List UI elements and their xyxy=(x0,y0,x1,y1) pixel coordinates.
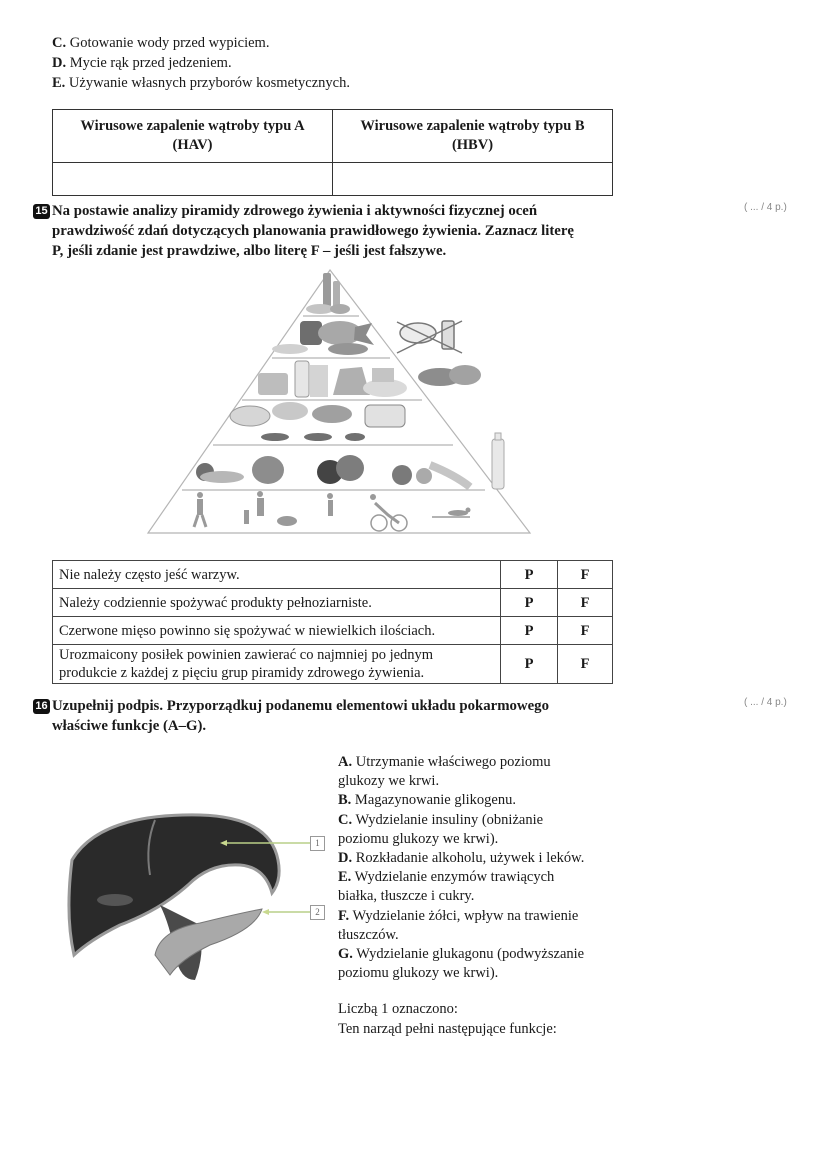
function-g: G. Wydzielanie glukagonu (podwyższanie poziomu glukozy we krwi). xyxy=(338,946,585,982)
liver-pancreas-image xyxy=(60,805,340,990)
statement-text: Urozmaicony posiłek powinien zawierać co najmniej po jednym produkcie z każdej z pięciu grup piramidy zdrowego żywienia. xyxy=(53,645,501,684)
header-hav: Wirusowe zapalenie wątroby typu A (HAV) xyxy=(53,110,333,163)
hepatitis-table xyxy=(52,109,613,196)
function-c: C. Wydzielanie insuliny (obniżanie poziomu glukozy we krwi). xyxy=(338,811,544,847)
oils-level xyxy=(306,273,350,314)
function-d: D. Rozkładanie alkoholu, używek i leków. xyxy=(338,850,585,867)
function-f: F. Wydzielanie żółci, wpływ na trawienie tłuszczów. xyxy=(338,907,579,943)
answer-cell-hbv[interactable] xyxy=(333,163,613,196)
vegetables-fruits-level xyxy=(196,455,470,487)
statement-text: Nie należy często jeść warzyw. xyxy=(53,561,501,589)
false-option[interactable]: F xyxy=(558,589,613,617)
function-a: A. Utrzymanie właściwego poziomu glukozy we krwi. xyxy=(338,754,551,790)
true-false-table xyxy=(52,560,613,684)
false-option[interactable]: F xyxy=(558,645,613,684)
statement-text: Należy codziennie spożywać produkty pełnoziarniste. xyxy=(53,589,501,617)
points-q16: ( ... / 4 p.) xyxy=(744,697,787,708)
header-hbv: Wirusowe zapalenie wątroby typu B (HBV) xyxy=(333,110,613,163)
statement-row xyxy=(53,645,613,684)
crossed-out-sweets xyxy=(397,321,462,353)
function-b: B. Magazynowanie glikogenu. xyxy=(338,792,516,809)
functions-list xyxy=(338,753,628,1039)
statement-row xyxy=(53,617,613,645)
option-c: C. Gotowanie wody przed wypiciem. xyxy=(52,35,270,51)
dairy-level xyxy=(258,361,407,397)
meat-fish-level xyxy=(272,321,374,355)
statement-text: Czerwone mięso powinno się spożywać w niewielkich ilościach. xyxy=(53,617,501,645)
water-bottle xyxy=(492,433,504,489)
physical-activity-level xyxy=(194,491,471,531)
answer-cell-hav[interactable] xyxy=(53,163,333,196)
false-option[interactable]: F xyxy=(558,561,613,589)
question-number-badge: 15 xyxy=(33,204,50,219)
statement-row xyxy=(53,589,613,617)
answer-prompt-functions: Ten narząd pełni następujące funkcje: xyxy=(338,1020,557,1037)
true-option[interactable]: P xyxy=(501,617,558,645)
true-option[interactable]: P xyxy=(501,561,558,589)
question-number-badge: 16 xyxy=(33,699,50,714)
false-option[interactable]: F xyxy=(558,617,613,645)
statement-row xyxy=(53,561,613,589)
answer-prompt-organ: Liczbą 1 oznaczono: xyxy=(338,1001,458,1018)
question-16: 16 Uzupełnij podpis. Przyporządkuj podanemu elementowi układu pokarmowego właściwe funkcje (A–G). xyxy=(33,696,633,736)
food-pyramid-image xyxy=(140,265,540,540)
side-snacks xyxy=(418,365,481,386)
points-q15: ( ... / 4 p.) xyxy=(744,202,787,213)
diagram-label-2: 2 xyxy=(310,905,325,920)
question-15: 15 Na postawie analizy piramidy zdrowego żywienia i aktywności fizycznej oceń prawdziwość zdań dotyczących planowania prawidłowego żywienia. Zaznacz literę P, jeśli zdanie jest prawdziwe, albo literę F – jeśli jest fałszywe. xyxy=(33,201,633,261)
option-e: E. Używanie własnych przyborów kosmetycznych. xyxy=(52,75,350,91)
diagram-label-1: 1 xyxy=(310,836,325,851)
function-e: E. Wydzielanie enzymów trawiących białka, tłuszcze i cukry. xyxy=(338,869,555,905)
true-option[interactable]: P xyxy=(501,645,558,684)
option-d: D. Mycie rąk przed jedzeniem. xyxy=(52,55,232,71)
grains-level xyxy=(230,402,405,441)
true-option[interactable]: P xyxy=(501,589,558,617)
